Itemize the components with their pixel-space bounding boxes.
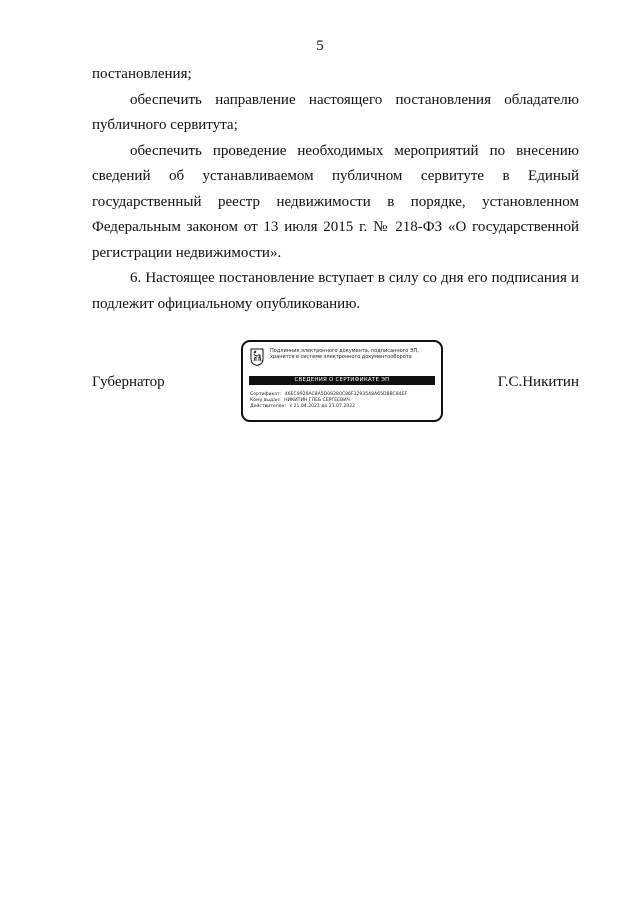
- stamp-header-line-2: хранится в системе электронного документооборота: [270, 354, 412, 360]
- page-number: 5: [316, 38, 324, 54]
- stamp-header-line-1: Подлинник электронного документа, подписанного ЭП,: [270, 348, 419, 354]
- validity-row: [250, 404, 440, 410]
- validity-value: с 21.04.2021 до 21.07.2022: [289, 404, 356, 409]
- validity-label: Действителен:: [250, 404, 287, 409]
- issued-to-label: Кому выдан:: [250, 398, 281, 403]
- paragraph-effective-date: 6. Настоящее постановление вступает в силу со дня его подписания и подлежит официальному опубликованию.: [92, 270, 579, 312]
- electronic-signature-stamp: [241, 340, 443, 422]
- stamp-header: [270, 348, 440, 360]
- paragraph-continuation: постановления;: [92, 66, 192, 82]
- certificate-label: Сертификат:: [250, 392, 282, 397]
- stamp-details: [250, 392, 440, 410]
- paragraph-notify-holder: обеспечить направление настоящего постановления обладателю публичного сервитута;: [92, 91, 579, 133]
- certificate-value: 46EC9926AC8A5D08280C86F3293548A65D8BC84EF: [284, 392, 408, 397]
- document-body: [92, 62, 579, 317]
- signatory-title: Губернатор: [92, 374, 165, 390]
- issued-to-value: НИКИТИН ГЛЕБ СЕРГЕЕВИЧ: [284, 398, 350, 403]
- paragraph-registry-measures: обеспечить проведение необходимых мероприятий по внесению сведений об устанавливаемом публичном сервитуте в Единый государственный реестр недвижимости в порядке, установленном Федеральным законом от 13 июля 2015 г. № 218-ФЗ «О государственной регистрации недвижимости».: [92, 142, 579, 261]
- nizhny-novgorod-deer-emblem-icon: [250, 348, 264, 366]
- stamp-banner: СВЕДЕНИЯ О СЕРТИФИКАТЕ ЭП: [249, 376, 435, 385]
- signatory-name: Г.С.Никитин: [497, 374, 579, 390]
